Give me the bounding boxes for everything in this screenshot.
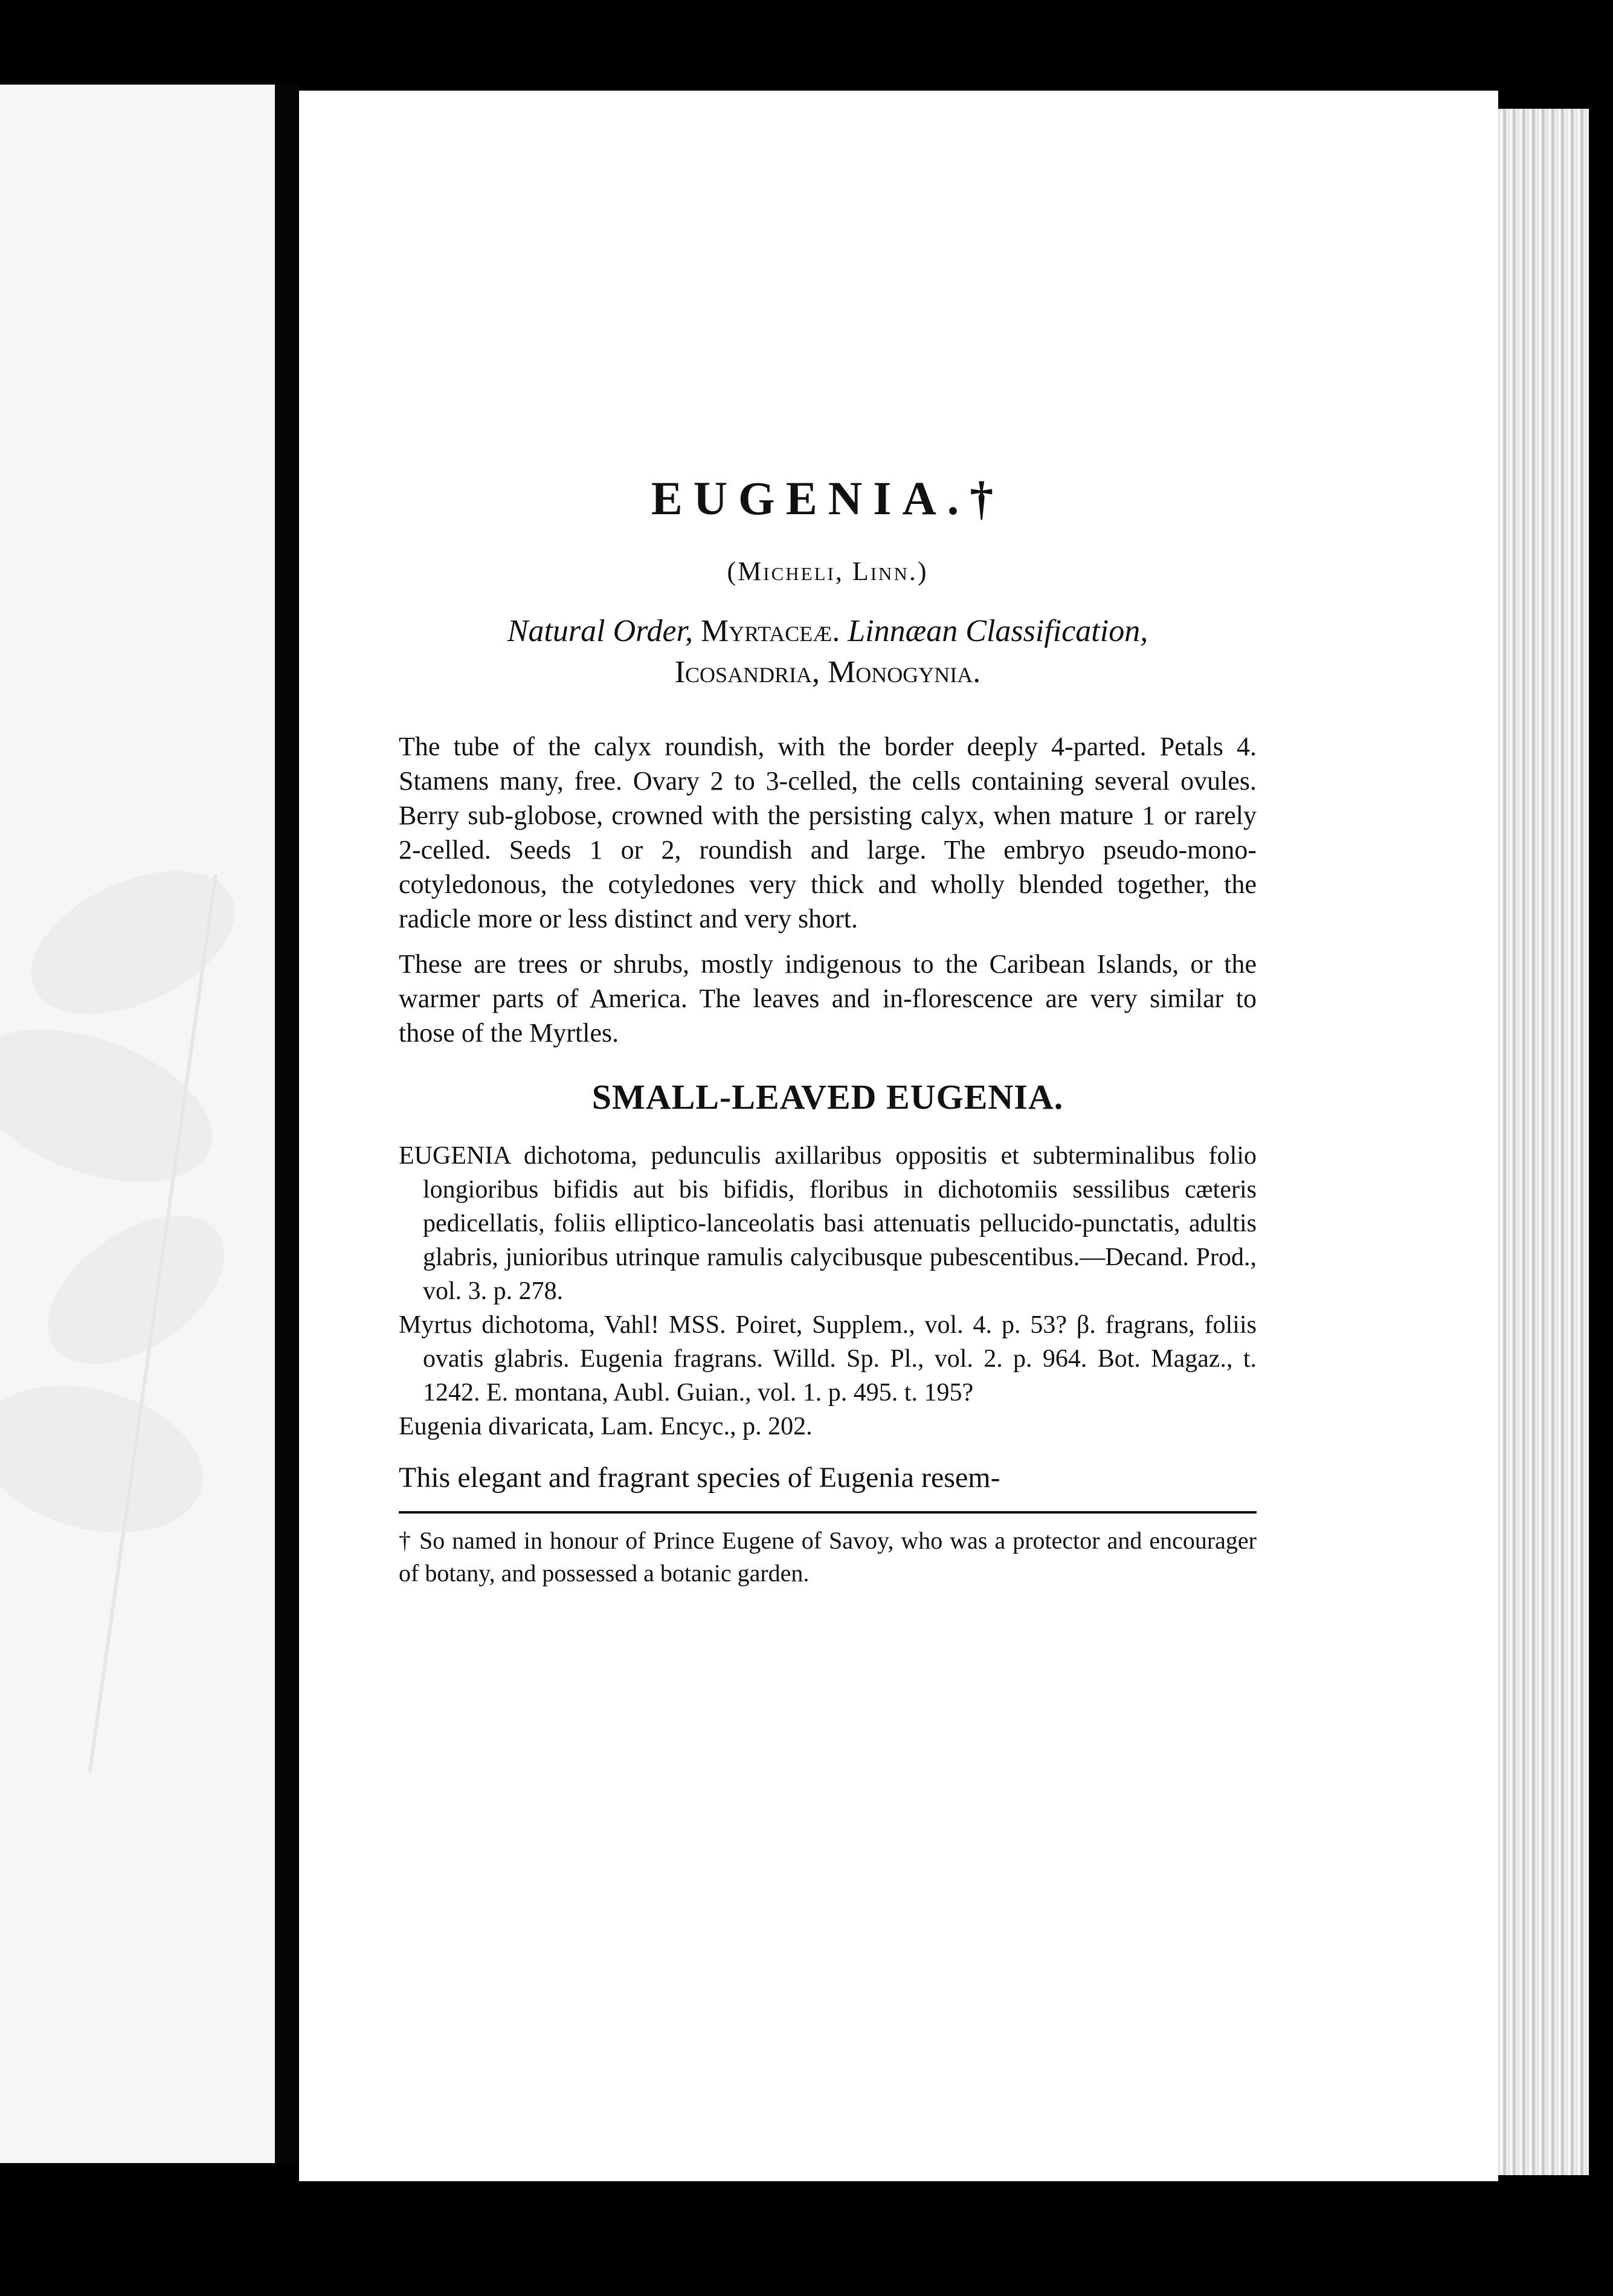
linnaean-order: Monogynia.: [828, 655, 981, 689]
natural-order-label: Natural Order,: [507, 614, 694, 648]
genus-title: EUGENIA.†: [651, 472, 1005, 524]
genus-description: The tube of the calyx roundish, with the border deeply 4-parted. Petals 4. Stamens many, free. Ovary 2 to 3-celled, the cells containing several ovules. Berry sub-globose, crowned with the persisting calyx, when mature 1 or rarely 2-celled. Seeds 1 or 2, roundish and large. The embryo pseudo-mono-cotyledonous, the cotyledones very thick and wholly blended together, the radicle more or less distinct and very short.: [399, 732, 1257, 934]
genus-habit: These are trees or shrubs, mostly indigenous to the Caribean Islands, or the warmer parts of America. The leaves and in-florescence are very similar to those of the Myrtles.: [399, 949, 1257, 1048]
page-edges: [1498, 109, 1589, 2175]
plate-offset-leaf: [0, 1000, 233, 1211]
plate-offset-leaf: [9, 842, 257, 1043]
synonym-entry: Eugenia divaricata, Lam. Encyc., p. 202.: [399, 1413, 813, 1440]
plate-offset-leaf: [0, 1362, 219, 1556]
natural-order-name: Myrtaceæ.: [701, 614, 840, 648]
footnote: † So named in honour of Prince Eugene of Savoy, who was a protector and encourager of botany, and possessed a botanic garden.: [399, 1527, 1257, 1587]
facing-plate-page: [0, 85, 275, 2163]
synonymy: [399, 1139, 1257, 1443]
book-gutter: [275, 85, 299, 2163]
species-heading: SMALL-LEAVED EUGENIA.: [591, 1077, 1064, 1117]
linnaean-class: Icosandria,: [674, 655, 820, 689]
page-text: [399, 471, 1257, 1590]
plate-offset-leaf: [21, 1186, 250, 1395]
classification: [399, 611, 1257, 693]
authority: (Micheli, Linn.): [727, 556, 929, 586]
linnaean-label: Linnæan Classification,: [848, 614, 1148, 648]
synonym-entry: EUGENIA dichotoma, pedunculis axillaribus oppositis et subterminalibus folio longioribus bifidis aut bis bifidis, floribus in dichotomiis sessilibus cæteris pedicellatis, foliis elliptico-lanceolatis basi attenuatis pellucido-punctatis, adultis glabris, junioribus utrinque ramulis calycibusque pubescentibus.—Decand. Prod., vol. 3. p. 278.: [399, 1142, 1257, 1305]
body-text-lead: This elegant and fragrant species of Eugenia resem-: [399, 1462, 1000, 1494]
footnote-rule: [399, 1511, 1257, 1514]
synonym-entry: Myrtus dichotoma, Vahl! MSS. Poiret, Supplem., vol. 4. p. 53? β. fragrans, foliis ovatis glabris. Eugenia fragrans. Willd. Sp. Pl., vol. 2. p. 964. Bot. Magaz., t. 1242. E. montana, Aubl. Guian., vol. 1. p. 495. t. 195?: [399, 1311, 1257, 1407]
